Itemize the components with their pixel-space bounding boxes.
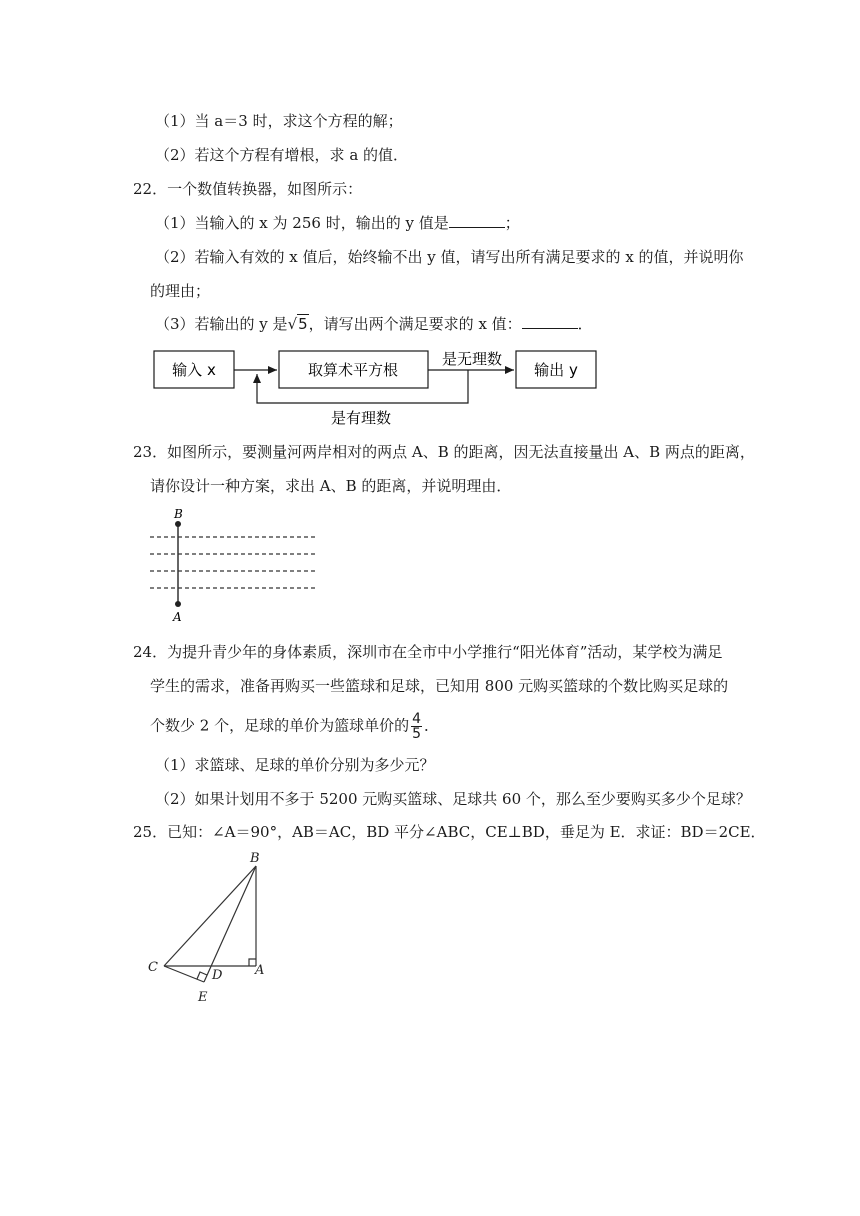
answer-blank bbox=[449, 213, 505, 228]
q23-line2: 请你设计一种方案，求出 A、B 的距离，并说明理由． bbox=[150, 477, 512, 495]
point-a-dot bbox=[175, 601, 181, 607]
segment-be bbox=[204, 866, 256, 982]
label-e: E bbox=[198, 990, 208, 1005]
q24-part1: （1）求篮球、足球的单价分别为多少元？ bbox=[155, 756, 435, 774]
q22-part1 bbox=[155, 213, 520, 233]
q24-part2: （2）如果计划用不多于 5200 元购买篮球、足球共 60 个，那么至少要购买多少个足球？ bbox=[155, 790, 751, 808]
river-diagram bbox=[140, 506, 340, 626]
q21-part1: （1）当 a＝3 时，求这个方程的解； bbox=[155, 112, 403, 130]
q22-part3-suffix: ． bbox=[577, 315, 593, 333]
fraction-four-fifths bbox=[411, 712, 422, 741]
segment-ce bbox=[164, 966, 204, 982]
sqrt-radicand: 5 bbox=[298, 315, 308, 333]
q24-line3 bbox=[150, 712, 439, 741]
output-label: 输出 y bbox=[534, 361, 578, 379]
point-a-label: A bbox=[173, 610, 182, 624]
q22-part1-text: （1）当输入的 x 为 256 时，输出的 y 值是 bbox=[155, 214, 449, 232]
answer-blank bbox=[522, 314, 578, 329]
fraction-denominator: 5 bbox=[412, 726, 422, 742]
irrational-label: 是无理数 bbox=[441, 350, 503, 368]
q22-stem: 22．一个数值转换器，如图所示： bbox=[133, 180, 363, 198]
fraction-numerator: 4 bbox=[412, 711, 422, 727]
q25-line1: 25．已知：∠A＝90°，AB＝AC，BD 平分∠ABC，CE⊥BD，垂足为 E．求证：BD＝2CE． bbox=[133, 823, 766, 841]
process-label: 取算术平方根 bbox=[307, 361, 399, 379]
q22-part3 bbox=[155, 314, 593, 334]
q22-part3-text: （3）若输出的 y 是 bbox=[155, 315, 288, 333]
input-label: 输入 x bbox=[172, 361, 216, 379]
feedback-loop-line bbox=[257, 370, 468, 403]
label-d: D bbox=[212, 968, 223, 983]
label-a: A bbox=[255, 963, 265, 978]
q21-part2: （2）若这个方程有增根，求 a 的值． bbox=[155, 146, 409, 164]
rational-label: 是有理数 bbox=[330, 409, 392, 427]
q24-line3-text: 个数少 2 个，足球的单价为篮球单价的 bbox=[150, 716, 410, 735]
triangle-diagram bbox=[140, 846, 300, 1016]
sqrt-expression: √5 bbox=[287, 315, 308, 333]
q24-line2: 学生的需求，准备再购买一些篮球和足球，已知用 800 元购买篮球的个数比购买足球的 bbox=[150, 677, 729, 695]
q23-line1: 23．如图所示，要测量河两岸相对的两点 A、B 的距离，因无法直接量出 A、B 两点的距离， bbox=[133, 443, 755, 461]
label-b: B bbox=[250, 851, 260, 866]
point-b-label: B bbox=[174, 507, 183, 521]
point-b-dot bbox=[175, 521, 181, 527]
process-box bbox=[279, 351, 428, 388]
q24-line1: 24．为提升青少年的身体素质，深圳市在全市中小学推行“阳光体育”活动，某学校为满足 bbox=[133, 643, 723, 661]
q22-part2-line1: （2）若输入有效的 x 值后，始终输不出 y 值，请写出所有满足要求的 x 的值，并说明你 bbox=[155, 248, 744, 266]
label-c: C bbox=[148, 960, 158, 975]
q24-line3-suffix: ． bbox=[424, 716, 440, 735]
q22-part3-mid: ，请写出两个满足要求的 x 值： bbox=[308, 315, 522, 333]
q22-part1-suffix: ； bbox=[504, 214, 520, 232]
q22-part2-line2: 的理由； bbox=[150, 282, 211, 300]
segment-bc bbox=[164, 866, 256, 966]
output-box bbox=[516, 351, 596, 388]
input-box bbox=[154, 351, 234, 388]
